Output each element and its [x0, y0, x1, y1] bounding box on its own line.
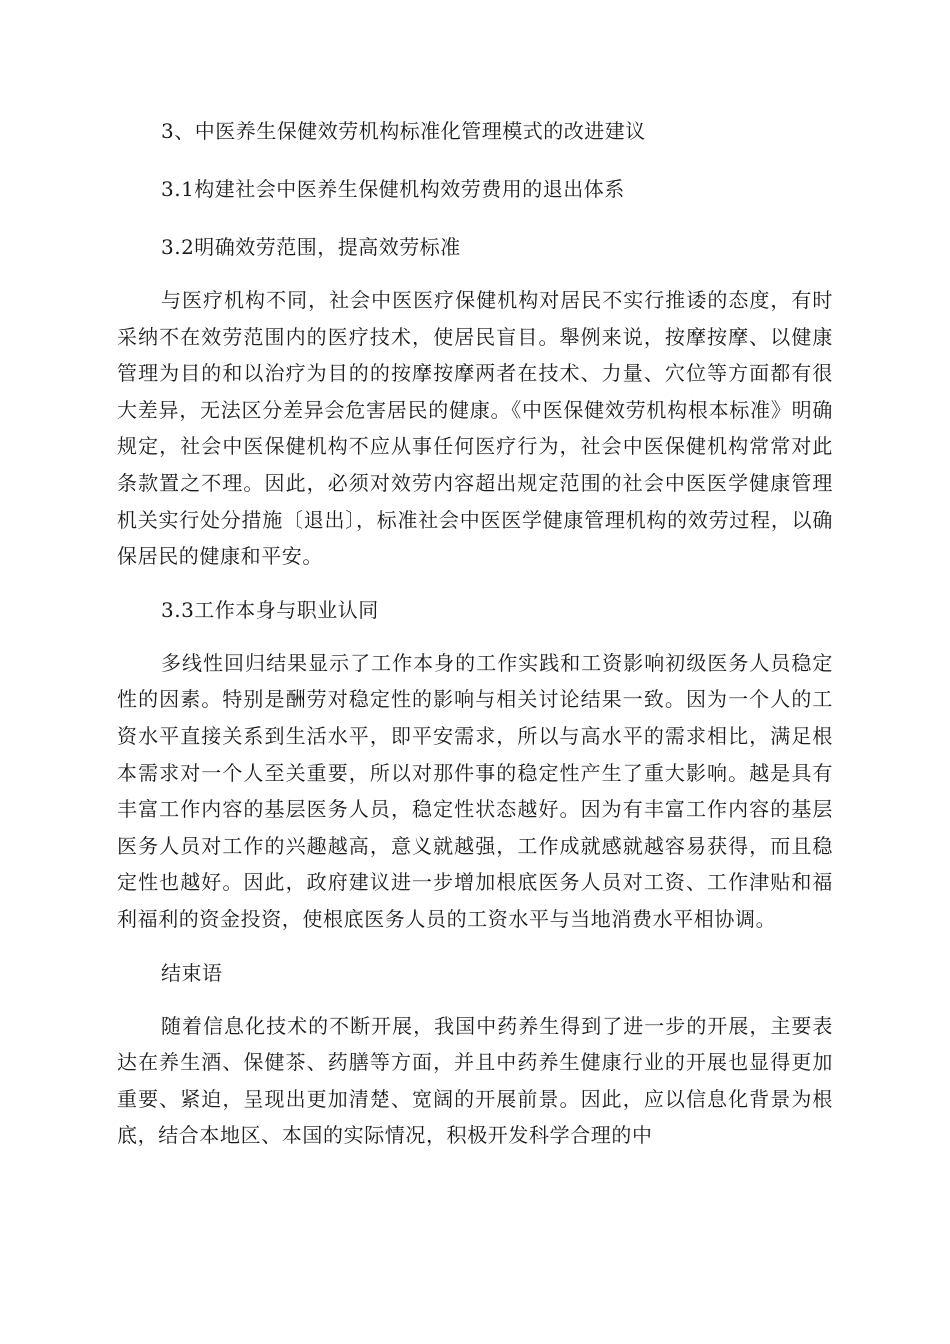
section-heading-3: 3、中医养生保健效劳机构标准化管理模式的改进建议 [161, 119, 646, 143]
paragraph-job-identity: 多线性回归结果显示了工作本身的工作实践和工资影响初级医务人员稳定性的因素。特别是酬劳对稳定性的影响与相关讨论结果一致。因为一个人的工资水平直接关系到生活水平，即平安需求，所以与高水平的需求相比，满足根本需求对一个人至关重要，所以对那件事的稳定性产生了重大影响。越是具有丰富工作内容的基层医务人员，稳定性状态越好。因为有丰富工作内容的基层医务人员对工作的兴趣越高，意义就越强，工作成就感就越容易获得，而且稳定性也越好。因此，政府建议进一步增加根底医务人员对工资、工作津贴和福利福利的资金投资，使根底医务人员的工资水平与当地消费水平相协调。 [117, 650, 833, 931]
section-heading-3-2: 3.2明确效劳范围，提高效劳标准 [161, 235, 461, 259]
paragraph-service-scope: 与医疗机构不同，社会中医医疗保健机构对居民不实行推诿的态度，有时采纳不在效劳范围内的医疗技术，使居民盲目。舉例来说，按摩按摩、以健康管理为目的和以治疗为目的的按摩按摩两者在技术、力量、穴位等方面都有很大差异，无法区分差异会危害居民的健康。《中医保健效劳机构根本标准》明确规定，社会中医保健机构不应从事任何医疗行为，社会中医保健机构常常对此条款置之不理。因此，必须对效劳内容超出规定范围的社会中医医学健康管理机关实行处分措施〔退出〕，标准社会中医医学健康管理机构的效劳过程，以确保居民的健康和平安。 [117, 288, 833, 569]
section-heading-3-3: 3.3工作本身与职业认同 [161, 597, 379, 622]
paragraph-conclusion: 随着信息化技术的不断开展，我国中药养生得到了进一步的开展，主要表达在养生酒、保健茶、药膳等方面，并且中药养生健康行业的开展也显得更加重要、紧迫，呈现出更加清楚、宽阔的开展前景。因此，应以信息化背景为根底，结合本地区、本国的实际情况，积极开发科学合理的中 [117, 1013, 833, 1148]
document-body [117, 108, 833, 1166]
section-heading-3-1: 3.1构建社会中医养生保健机构效劳费用的退出体系 [161, 177, 625, 201]
section-heading-conclusion: 结束语 [161, 960, 223, 985]
